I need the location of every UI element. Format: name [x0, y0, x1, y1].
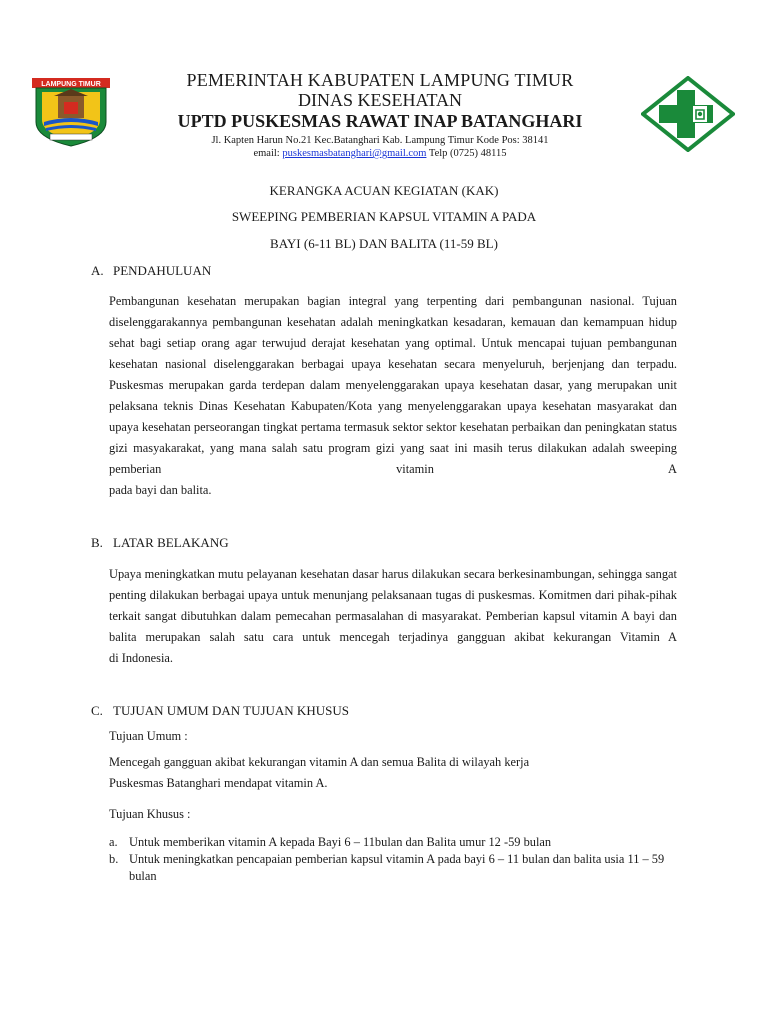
emblem-banner-text: LAMPUNG TIMUR	[41, 81, 101, 88]
section-b-title: LATAR BELAKANG	[113, 535, 229, 550]
letterhead	[130, 70, 630, 160]
tujuan-umum-line-1: Mencegah gangguan akibat kekurangan vitamin A dan semua Balita di wilayah kerja	[109, 755, 530, 769]
section-a-paragraph-end: pada bayi dan balita.	[109, 483, 212, 497]
lampung-timur-emblem-icon	[28, 78, 114, 148]
list-item-marker: a.	[109, 835, 118, 849]
header-institution: UPTD PUSKESMAS RAWAT INAP BATANGHARI	[177, 111, 583, 131]
list-item	[109, 834, 689, 851]
doc-title: KERANGKA ACUAN KEGIATAN (KAK)	[269, 183, 499, 198]
section-a-body	[109, 291, 677, 501]
section-c-heading	[91, 703, 349, 719]
list-item-marker: b.	[109, 852, 119, 866]
section-b-paragraph-end: di Indonesia.	[109, 651, 174, 665]
list-item	[109, 851, 689, 885]
list-item-text: Untuk meningkatkan pencapaian pemberian kapsul vitamin A pada bayi 6 – 11 bulan dan balita usia 11 – 59 bulan	[129, 852, 665, 883]
section-a-paragraph: Pembangunan kesehatan merupakan bagian integral yang terpenting dari pembangunan nasional. Tujuan diselenggarakannya pembangunan kesehatan adalah meningkatkan kesadaran, kemauan dan kemampuan hidup sehat bagi setiap orang agar terwujud derajat kesehatan yang optimal. Untuk mencapai tujuan pembangunan kesehatan nasional diselenggarakan berbagai upaya kesehatan secara menyeluruh, berjenjang dan terpadu. Puskesmas merupakan garda terdepan dalam menyelenggarakan upaya kesehatan dasar, yang merupakan unit pelaksana teknis Dinas Kesehatan Kabupaten/Kota yang menyelenggarakan upaya kesehatan masyarakat dan upaya kesehatan perseorangan tingkat pertama termasuk sektor sektor kesehatan perbaikan dan peningkatan status gizi masyakarakat, yang mana salah satu program gizi yang saat ini masih terus dilakukan adalah sweeping pemberian vitamin A	[109, 294, 677, 476]
tujuan-umum-label: Tujuan Umum :	[109, 729, 188, 743]
tujuan-khusus-list	[109, 834, 689, 885]
header-government: PEMERINTAH KABUPATEN LAMPUNG TIMUR	[186, 70, 574, 90]
section-b-number: B.	[91, 535, 103, 550]
email-link[interactable]: puskesmasbatanghari@gmail.com	[282, 148, 427, 159]
section-b-paragraph: Upaya meningkatkan mutu pelayanan kesehatan dasar harus dilakukan secara berkesinambungan, sehingga sangat penting dilakukan berbagai upaya untuk menunjang pelaksanaan tugas di puskesmas. Komitmen dari pihak-pihak terkait sangat dibutuhkan dalam pemecahan permasalahan di masyarakat. Pemberian kapsul vitamin A bayi dan balita merupakan salah satu cara untuk mencegah terjadinya gangguan akibat kekurangan Vitamin A	[109, 567, 677, 644]
section-a-title: PENDAHULUAN	[113, 263, 212, 278]
doc-subtitle-2: BAYI (6-11 BL) DAN BALITA (11-59 BL)	[270, 236, 498, 251]
section-a-heading	[91, 263, 211, 279]
section-c-title: TUJUAN UMUM DAN TUJUAN KHUSUS	[113, 703, 349, 718]
section-c-number: C.	[91, 703, 103, 718]
puskesmas-logo-icon	[641, 76, 735, 152]
doc-subtitle-1: SWEEPING PEMBERIAN KAPSUL VITAMIN A PADA	[231, 209, 537, 224]
phone-text: Telp (0725) 48115	[426, 148, 507, 159]
section-b-body	[109, 564, 677, 669]
list-item-text: Untuk memberikan vitamin A kepada Bayi 6 – 11bulan dan Balita umur 12 -59 bulan	[129, 835, 552, 849]
header-contact	[130, 147, 630, 160]
header-address: Jl. Kapten Harun No.21 Kec.Batanghari Kab. Lampung Timur Kode Pos: 38141	[211, 135, 549, 146]
section-a-number: A.	[91, 263, 104, 278]
tujuan-umum-line-2: Puskesmas Batanghari mendapat vitamin A.	[109, 776, 328, 790]
email-label: email:	[253, 148, 283, 159]
section-b-heading	[91, 535, 229, 551]
tujuan-khusus-label: Tujuan Khusus :	[109, 807, 191, 821]
header-department: DINAS KESEHATAN	[297, 90, 463, 110]
